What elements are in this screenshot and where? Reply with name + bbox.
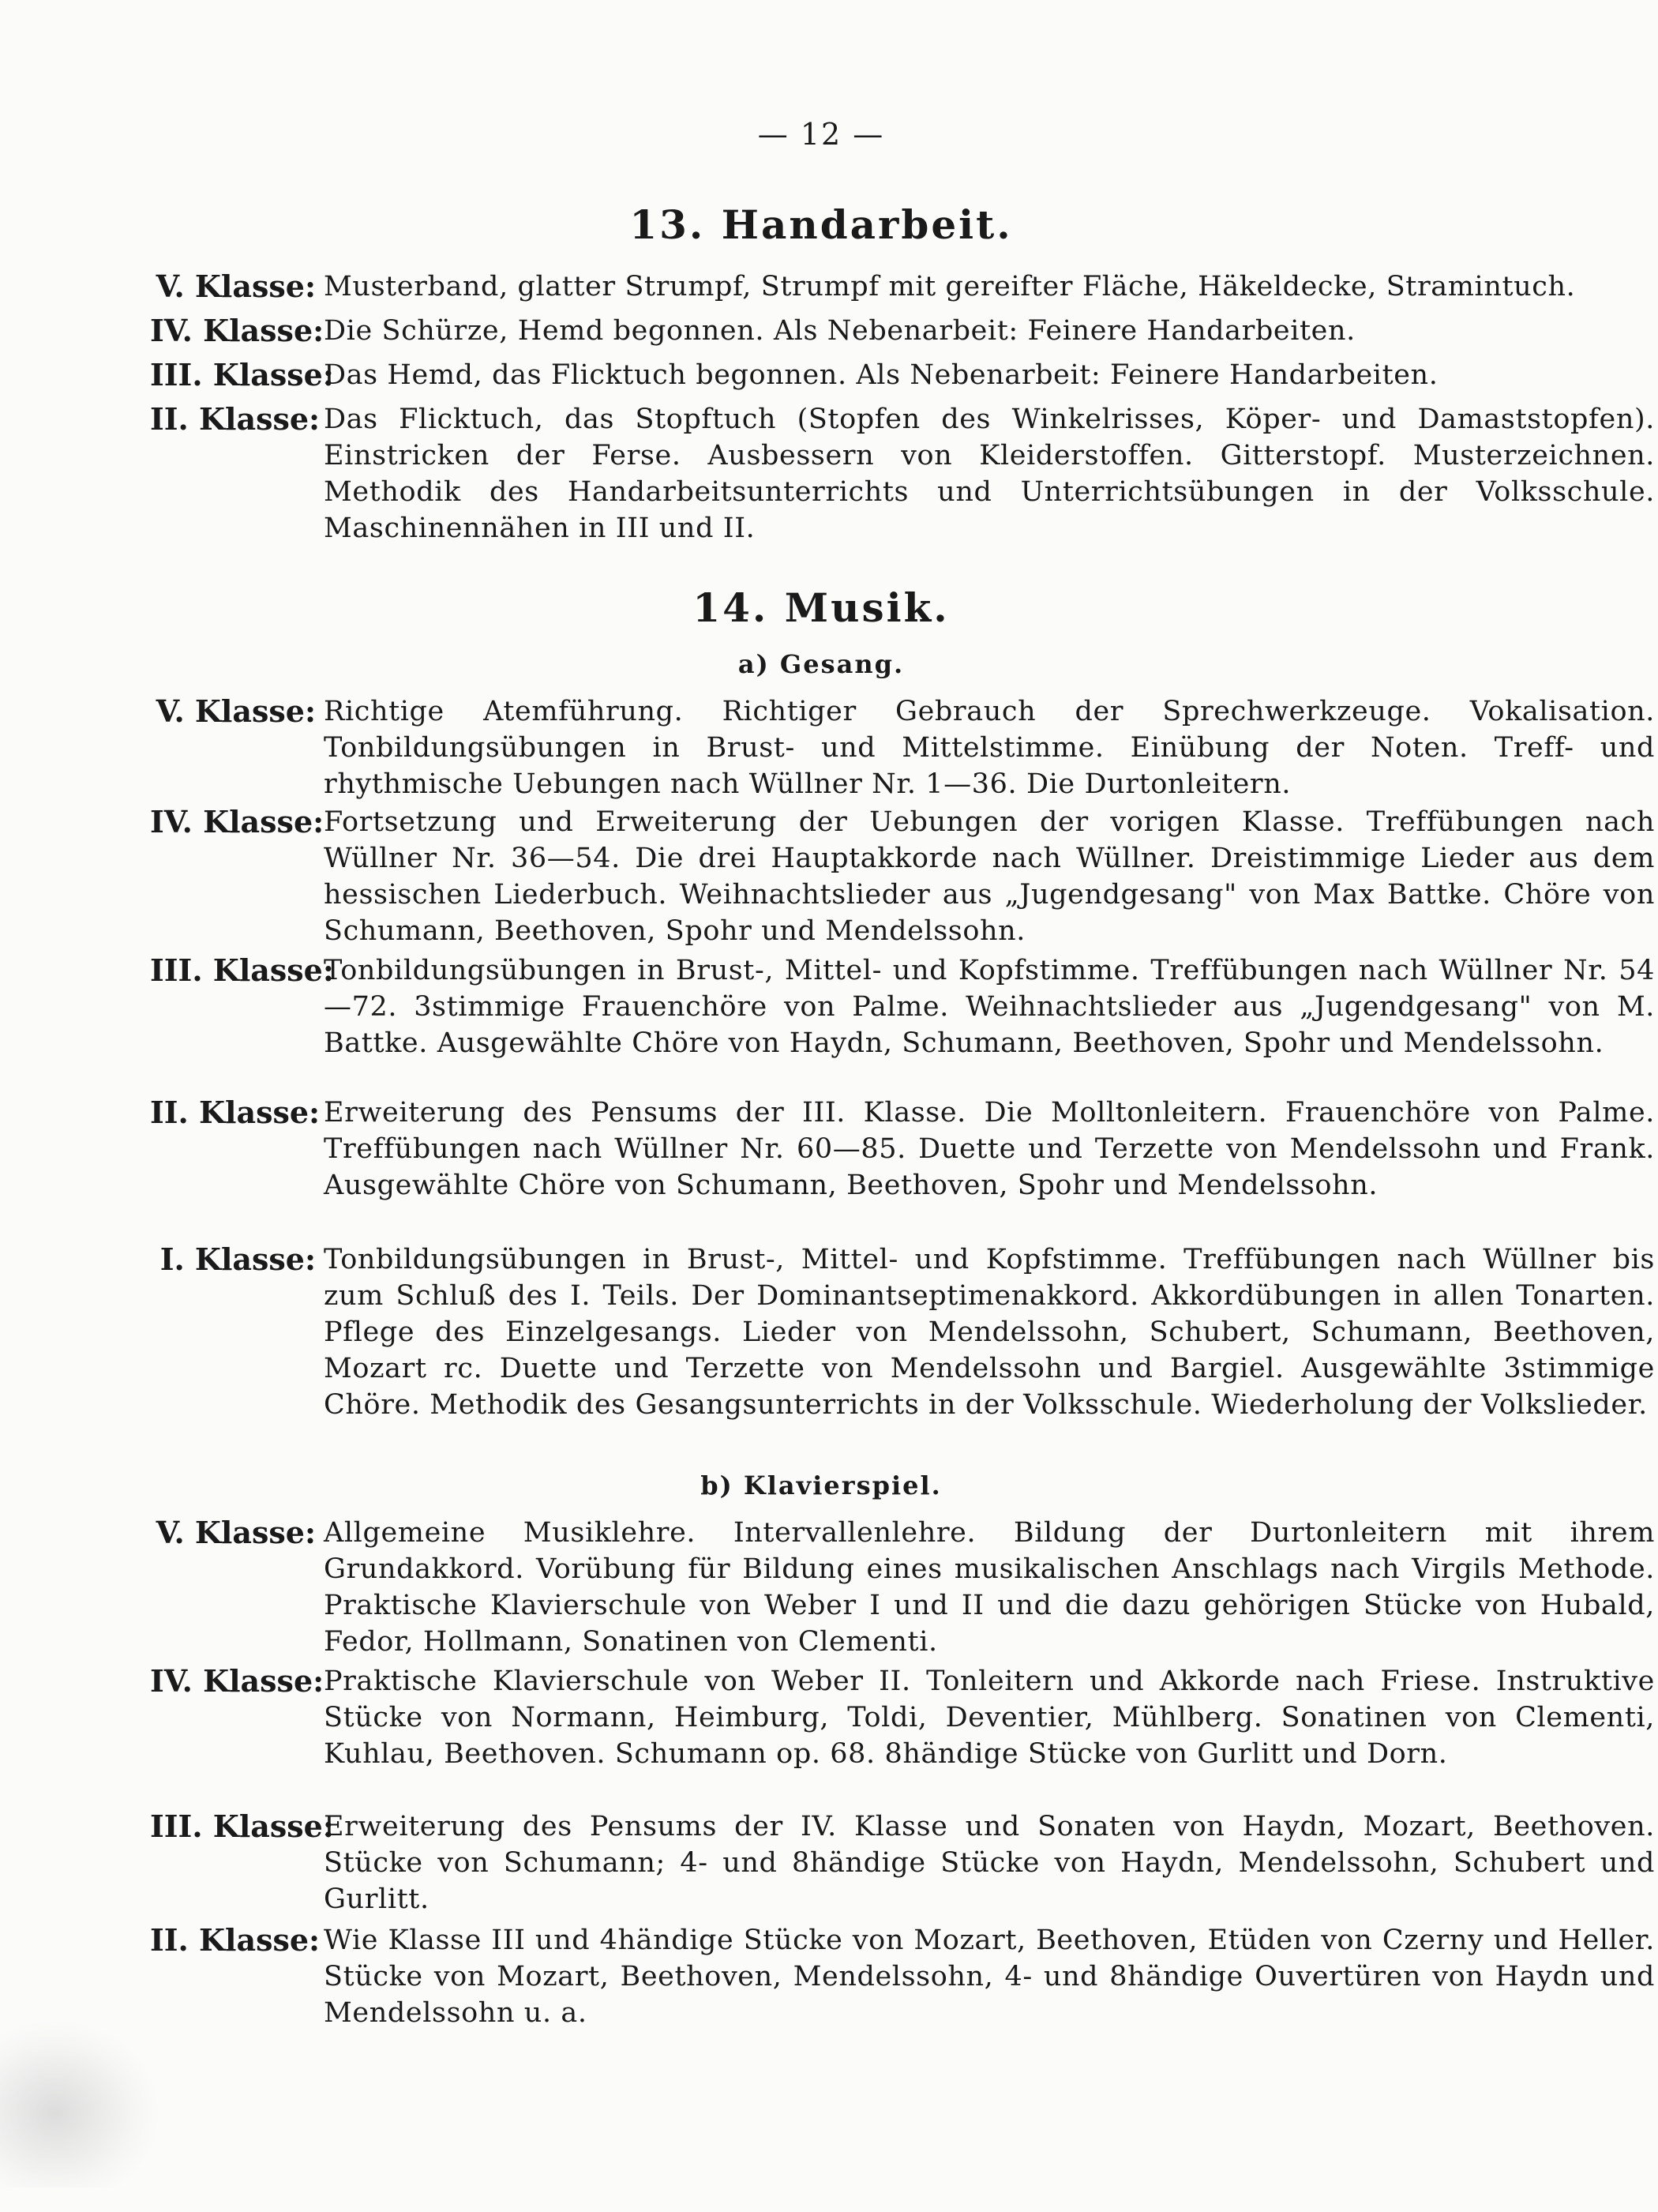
class-label: II. Klasse:	[150, 401, 321, 437]
class-description: Erweiterung des Pensums der IV. Klasse und Sonaten von Haydn, Mozart, Beethoven. Stücke von Schumann; 4- und 8händige Stücke von Haydn, Mendelssohn, Schubert und Gurlitt.	[324, 1811, 1655, 1915]
class-description: Die Schürze, Hemd begonnen. Als Nebenarbeit: Feinere Handarbeiten.	[324, 315, 1356, 347]
section-title-handarbeit: 13. Handarbeit.	[629, 201, 1013, 248]
class-label: III. Klasse:	[150, 952, 334, 988]
class-label: III. Klasse:	[150, 1808, 334, 1844]
class-description: Tonbildungsübungen in Brust-, Mittel- und Kopfstimme. Treffübungen nach Wüllner Nr. 54—72. 3stimmige Frauenchöre von Palme. Weihnachtslieder aus „Jugendgesang" von M. Battke. Ausgewählte Chöre von Haydn, Schumann, Beethoven, Spohr und Mendelssohn.	[324, 955, 1655, 1059]
subsection-title-gesang: a) Gesang.	[737, 649, 905, 679]
class-description: Allgemeine Musiklehre. Intervallenlehre. Bildung der Durtonleitern mit ihrem Grundakkord. Vorübung für Bildung eines musikalischen Anschlags nach Virgils Methode. Praktische Klavierschule von Weber I und II und die dazu gehörigen Stücke von Hubald, Fedor, Hollmann, Sonatinen von Clementi.	[324, 1517, 1655, 1658]
class-description: Erweiterung des Pensums der III. Klasse. Die Molltonleitern. Frauenchöre von Palme. Treffübungen nach Wüllner Nr. 60—85. Duette und Terzette von Mendelssohn und Frank. Ausgewählte Chöre von Schumann, Beethoven, Spohr und Mendelssohn.	[324, 1097, 1655, 1201]
class-description: Praktische Klavierschule von Weber II. Tonleitern und Akkorde nach Friese. Instruktive Stücke von Normann, Heimburg, Toldi, Deventier, Mühlberg. Sonatinen von Clementi, Kuhlau, Beethoven. Schumann op. 68. 8händige Stücke von Gurlitt und Dorn.	[324, 1666, 1655, 1770]
class-label: IV. Klasse:	[150, 313, 324, 348]
class-description: Wie Klasse III und 4händige Stücke von Mozart, Beethoven, Etüden von Czerny und Heller. Stücke von Mozart, Beethoven, Mendelssohn, 4- und 8händige Ouvertüren von Haydn und Mendelssohn u. a.	[324, 1925, 1655, 2029]
paper-smudge	[0, 2022, 158, 2188]
class-label: V. Klasse:	[156, 269, 316, 304]
class-description: Fortsetzung und Erweiterung der Uebungen der vorigen Klasse. Treffübungen nach Wüllner Nr. 36—54. Die drei Hauptakkorde nach Wüllner. Dreistimmige Lieder aus dem hessischen Liederbuch. Weihnachtslieder aus „Jugendgesang" von Max Battke. Chöre von Schumann, Beethoven, Spohr und Mendelssohn.	[324, 806, 1655, 947]
class-description: Richtige Atemführung. Richtiger Gebrauch der Sprechwerkzeuge. Vokalisation. Tonbildungsübungen in Brust- und Mittelstimme. Einübung der Noten. Treff- und rhythmische Uebungen nach Wüllner Nr. 1—36. Die Durtonleitern.	[324, 696, 1655, 800]
class-description: Tonbildungsübungen in Brust-, Mittel- und Kopfstimme. Treffübungen nach Wüllner bis zum Schluß des I. Teils. Der Dominantseptimenakkord. Akkordübungen in allen Tonarten. Pflege des Einzelgesangs. Lieder von Mendelssohn, Schubert, Schumann, Beethoven, Mozart rc. Duette und Terzette von Mendelssohn und Bargiel. Ausgewählte 3stimmige Chöre. Methodik des Gesangsunterrichts in der Volksschule. Wiederholung der Volkslieder.	[324, 1244, 1655, 1421]
class-label: I. Klasse:	[159, 1241, 316, 1277]
class-label: IV. Klasse:	[150, 804, 324, 839]
class-label: II. Klasse:	[150, 1095, 321, 1130]
class-label: III. Klasse:	[150, 357, 334, 392]
section-title-musik: 14. Musik.	[692, 584, 950, 631]
class-label: V. Klasse:	[156, 1515, 316, 1550]
class-description: Das Hemd, das Flicktuch begonnen. Als Nebenarbeit: Feinere Handarbeiten.	[324, 359, 1439, 391]
subsection-title-klavierspiel: b) Klavierspiel.	[700, 1470, 942, 1500]
class-description: Musterband, glatter Strumpf, Strumpf mit gereifter Fläche, Häkeldecke, Stramintuch.	[324, 271, 1576, 302]
class-label: V. Klasse:	[156, 693, 316, 729]
page-number: — 12 —	[757, 117, 885, 152]
class-label: II. Klasse:	[150, 1922, 321, 1958]
class-label: IV. Klasse:	[150, 1663, 324, 1699]
class-description: Das Flicktuch, das Stopftuch (Stopfen des Winkelrisses, Köper- und Damaststopfen). Einstricken der Ferse. Ausbessern von Kleiderstoffen. Gitterstopf. Musterzeichnen. Methodik des Handarbeitsunterrichts und Unterrichtsübungen in der Volksschule. Maschinennähen in III und II.	[324, 404, 1655, 544]
